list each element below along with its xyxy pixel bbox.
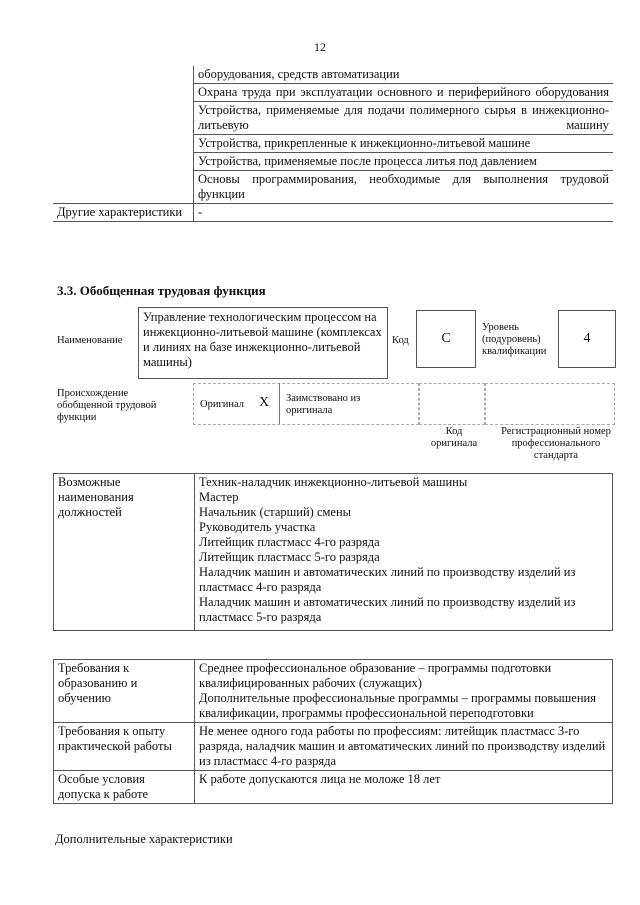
origin-divider: [279, 383, 280, 424]
table-value-cell: -: [194, 204, 614, 222]
origin-code-label: Код оригинала: [430, 426, 478, 449]
table-label-cell: Особые условия допуска к работе: [54, 771, 195, 804]
list-item: Наладчик машин и автоматических линий по производству изделий из пластмасс 5-го разряда: [199, 595, 576, 624]
level-label: Уровень (подуровень) квалификации: [482, 322, 547, 357]
list-item: Мастер: [199, 490, 239, 504]
original-label: Оригинал: [200, 399, 244, 410]
table-label-cell: Возможные наименования должностей: [54, 474, 195, 631]
table-label-cell: Требования к опыту практической работы: [54, 723, 195, 771]
list-item: К работе допускаются лица не моложе 18 лет: [199, 772, 441, 786]
table-label-cell: [53, 66, 194, 204]
list-item: Устройства, применяемые после процесса литья под давлением: [194, 153, 613, 171]
list-item: Техник-наладчик инжекционно-литьевой машины: [199, 475, 468, 489]
code-label: Код: [392, 335, 409, 346]
list-item: Начальник (старший) смены: [199, 505, 352, 519]
positions-table: [53, 473, 613, 631]
list-item: Наладчик машин и автоматических линий по производству изделий из пластмасс 4-го разряда: [199, 565, 576, 594]
table-row: [54, 771, 613, 804]
level-value-box: 4: [558, 310, 616, 368]
table-value-cell: [195, 474, 613, 631]
list-item: Дополнительные профессиональные программы – программы повышения квалификации, программы профессиональной переподготовки: [199, 691, 596, 720]
requirements-table: [53, 659, 613, 804]
table-row: [53, 66, 613, 204]
code-value-box: C: [416, 310, 476, 368]
table-label-cell: Требования к образованию и обучению: [54, 660, 195, 723]
list-item: Устройства, применяемые для подачи полимерного сырья в инжекционно-литьевую машину: [194, 102, 613, 135]
list-item: Охрана труда при эксплуатации основного и периферийного оборудования: [194, 84, 613, 102]
reg-number-label: Регистрационный номер профессионального стандарта: [501, 426, 611, 461]
origin-label: Происхождение обобщенной трудовой функции: [57, 388, 157, 423]
list-item: Устройства, прикрепленные к инжекционно-литьевой машине: [194, 135, 613, 153]
table-row: [53, 204, 613, 222]
borrowed-label: Заимствовано из оригинала: [286, 393, 361, 416]
original-mark: X: [259, 395, 270, 410]
table-label-cell: Другие характеристики: [53, 204, 194, 222]
list-item: Литейщик пластмасс 4-го разряда: [199, 535, 380, 549]
table-value-cell: [195, 723, 613, 771]
table-row: [54, 474, 613, 631]
table-value-cell: [195, 771, 613, 804]
list-item: Не менее одного года работы по профессиям: литейщик пластмасс 3-го разряда, наладчик машин и автоматических линий по производству изделий из пластмасс 4-го разряда: [199, 724, 606, 768]
table-row: [54, 723, 613, 771]
table-row: [54, 660, 613, 723]
list-item: Основы программирования, необходимые для выполнения трудовой функции: [198, 172, 609, 201]
list-item: Литейщик пластмасс 5-го разряда: [199, 550, 380, 564]
list-item: Среднее профессиональное образование – программы подготовки квалифицированных рабочих (служащих): [199, 661, 552, 690]
origin-code-box: [419, 383, 485, 425]
table-value-cell: [195, 660, 613, 723]
knowledge-table: [53, 66, 613, 222]
list-item: оборудования, средств автоматизации: [194, 66, 613, 84]
function-name-box: Управление технологическим процессом на инжекционно-литьевой машине (комплексах и линиях на базе инжекционно-литьевой машины): [138, 307, 388, 379]
reg-number-box: [485, 383, 615, 425]
page-number: 12: [314, 40, 326, 54]
additional-characteristics-heading: Дополнительные характеристики: [55, 832, 233, 846]
name-label: Наименование: [57, 335, 123, 346]
list-item: Руководитель участка: [199, 520, 316, 534]
section-heading: 3.3. Обобщенная трудовая функция: [57, 283, 266, 298]
